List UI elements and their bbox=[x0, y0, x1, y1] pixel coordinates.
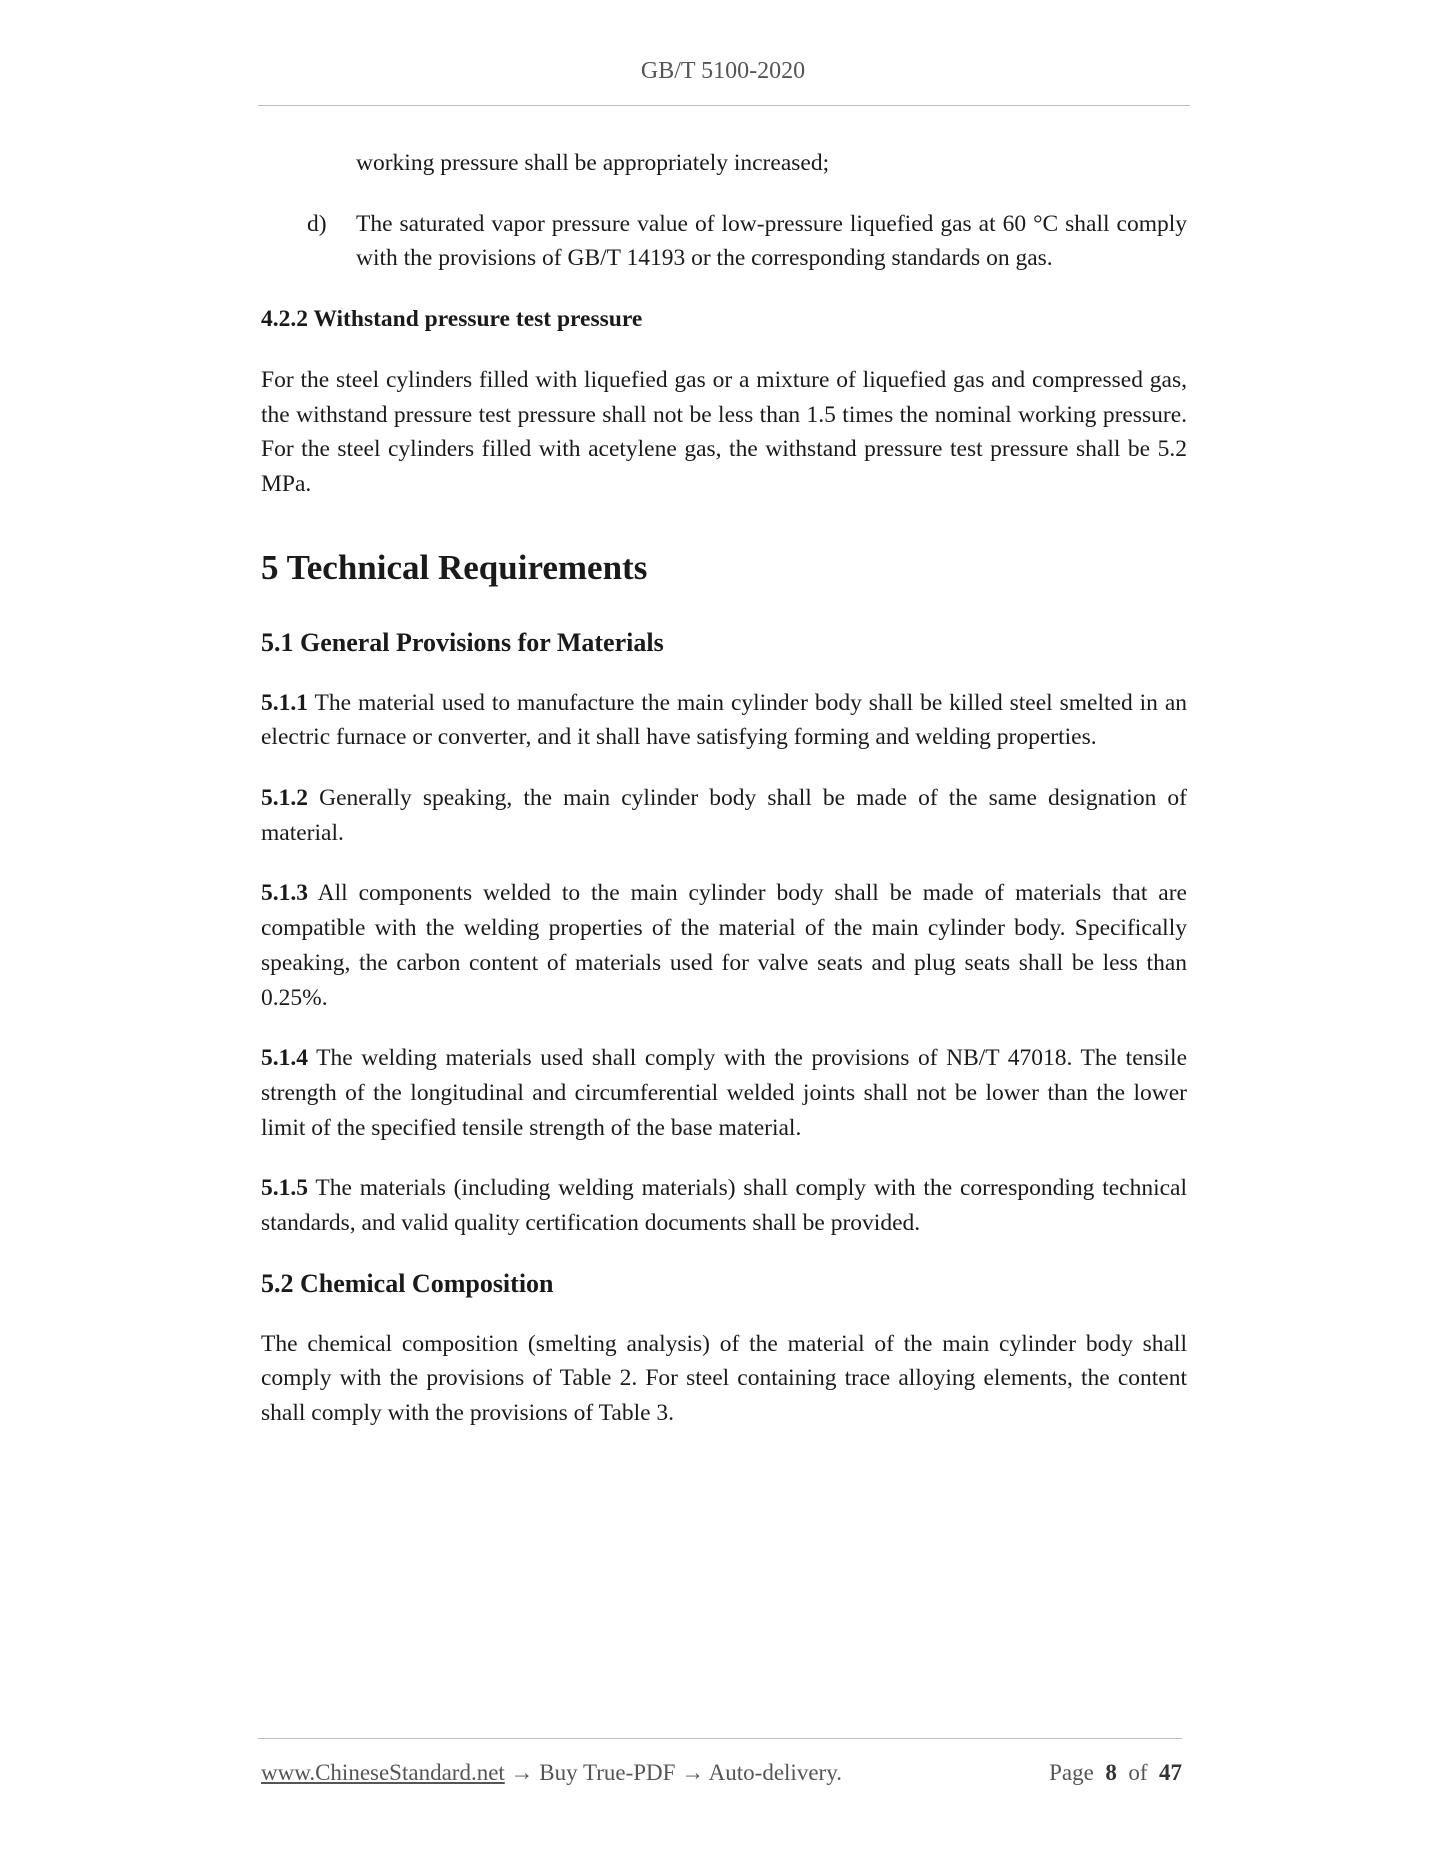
clause-text: Generally speaking, the main cylinder body shall be made of the same designation of material. bbox=[261, 785, 1187, 846]
auto-delivery-text: Auto-delivery. bbox=[708, 1760, 842, 1785]
heading-5: 5 Technical Requirements bbox=[261, 547, 648, 587]
clause-text: The material used to manufacture the main cylinder body shall be killed steel smelted in an electric furnace or converter, and it shall have satisfying forming and welding properties. bbox=[261, 689, 1187, 751]
list-item-d bbox=[261, 207, 1187, 276]
clause-number: 5.1.2 bbox=[261, 785, 308, 812]
website-link[interactable]: www.ChineseStandard.net bbox=[261, 1760, 505, 1785]
header-divider bbox=[258, 105, 1190, 106]
heading-5-1: 5.1 General Provisions for Materials bbox=[261, 627, 664, 657]
list-item-text: The saturated vapor pressure value of low-pressure liquefied gas at 60 °C shall comply with the provisions of GB/T 14193 or the corresponding standards on gas. bbox=[356, 210, 1187, 272]
page-label: Page bbox=[1049, 1760, 1094, 1785]
arrow-icon: → bbox=[681, 1760, 705, 1785]
list-marker: d) bbox=[307, 210, 327, 237]
clause-number: 5.1.4 bbox=[261, 1045, 308, 1072]
buy-pdf-text: Buy True-PDF bbox=[539, 1760, 676, 1785]
list-continuation-text: working pressure shall be appropriately increased; bbox=[356, 150, 830, 176]
clause-number: 5.1.1 bbox=[261, 689, 308, 716]
clause-5-1-2 bbox=[261, 781, 1187, 850]
page-indicator bbox=[1049, 1760, 1182, 1786]
clause-number: 5.1.3 bbox=[261, 880, 308, 907]
page-footer bbox=[261, 1760, 1182, 1786]
clause-text: All components welded to the main cylinder body shall be made of materials that are compatible with the welding properties of the material of the main cylinder body. Specifically speaking, the carbon content of materials used for valve seats and plug seats shall be less than 0.25%. bbox=[261, 880, 1187, 1011]
clause-5-1-5 bbox=[261, 1171, 1187, 1240]
footer-divider bbox=[258, 1738, 1182, 1739]
clause-text: The welding materials used shall comply with the provisions of NB/T 47018. The tensile strength of the longitudinal and circumferential welded joints shall not be lower than the lower limit of the specified tensile strength of the base material. bbox=[261, 1045, 1188, 1141]
clause-number: 5.1.5 bbox=[261, 1175, 308, 1202]
total-pages: 47 bbox=[1159, 1760, 1182, 1785]
footer-promo bbox=[261, 1760, 842, 1786]
current-page-number: 8 bbox=[1105, 1760, 1117, 1785]
clause-text: The materials (including welding materials) shall comply with the corresponding technical standards, and valid quality certification documents shall be provided. bbox=[261, 1175, 1187, 1237]
heading-5-2: 5.2 Chemical Composition bbox=[261, 1268, 554, 1298]
arrow-icon: → bbox=[510, 1760, 534, 1785]
paragraph-5-2: The chemical composition (smelting analysis) of the material of the main cylinder body shall comply with the provisions of Table 2. For steel containing trace alloying elements, the content shall comply with the provisions of Table 3. bbox=[261, 1330, 1187, 1427]
page-body bbox=[261, 146, 1187, 1457]
clause-5-1-1 bbox=[261, 686, 1187, 755]
paragraph-4-2-2: For the steel cylinders filled with liquefied gas or a mixture of liquefied gas and compressed gas, the withstand pressure test pressure shall not be less than 1.5 times the nominal working pressure. For the steel cylinders filled with acetylene gas, the withstand pressure test pressure shall be 5.2 MPa. bbox=[261, 366, 1187, 497]
of-label: of bbox=[1128, 1760, 1148, 1785]
heading-4-2-2: 4.2.2 Withstand pressure test pressure bbox=[261, 306, 643, 333]
clause-5-1-3 bbox=[261, 876, 1187, 1015]
running-header: GB/T 5100-2020 bbox=[640, 58, 806, 84]
clause-5-1-4 bbox=[261, 1041, 1187, 1145]
